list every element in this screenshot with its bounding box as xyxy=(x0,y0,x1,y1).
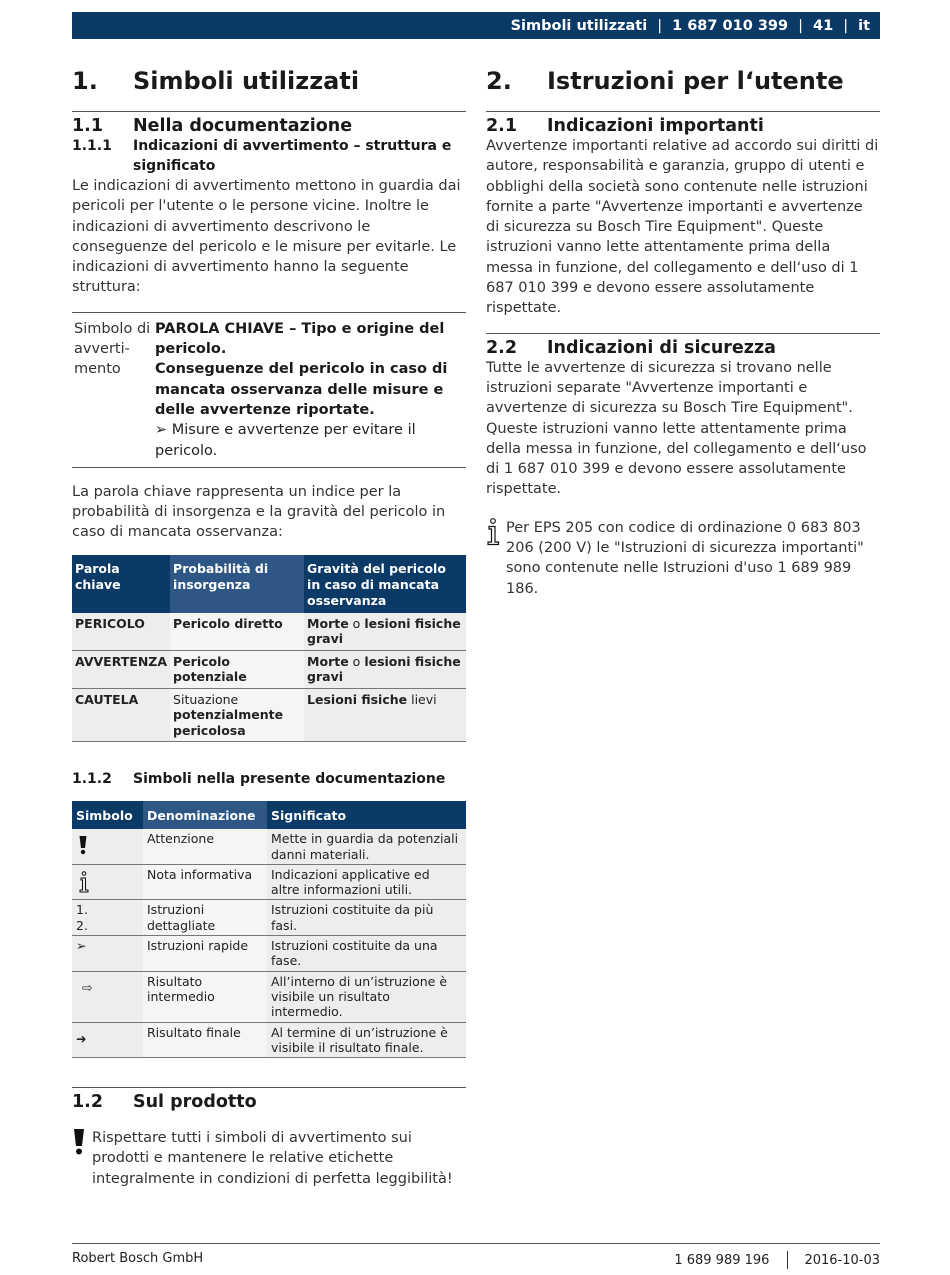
severity-text: lesioni fisiche gravi xyxy=(307,653,461,685)
section-1-1-heading xyxy=(72,116,466,136)
section-number: 1. xyxy=(72,67,98,95)
section-1-heading xyxy=(72,64,466,98)
product-warning-notice xyxy=(72,1128,466,1189)
section-title: Sul prodotto xyxy=(133,1092,257,1113)
severity-text: lesioni fisiche gravi xyxy=(307,615,461,647)
table-row xyxy=(72,688,466,742)
severity-text: Morte xyxy=(307,653,349,669)
probability-cell: Pericolo potenziale xyxy=(170,650,304,688)
symbol-meaning-cell: All’interno di un’istruzione è visibile un risultato intermedio. xyxy=(267,971,466,1022)
section-title: Indicazioni di sicurezza xyxy=(547,337,776,358)
safety-notes-text: Tutte le avvertenze di sicurezza si trovano nelle istruzioni separate "Avvertenze importanti e avvertenze di sicurezza su Bosch Tire Equipment". Queste istruzioni vanno lette attentamente prima della messa in funzione, del collegamento e dell‘uso di 1 687 010 399 e devono essere assolutamente rispettate. xyxy=(486,359,867,498)
important-notes-text: Avvertenze importanti relative ad accordo sui diritti di autore, responsabilità e garanzia, gruppo di utenti e obblighi della società sono contenute nelle istruzioni fornite a parte "Avvertenze importanti e avvertenze di sicurezza su Bosch Tire Equipment". Queste istruzioni vanno lette attentamente prima della messa in funzione, del collegamento e dell‘uso di 1 687 010 399 e devono essere assolutamente rispettate. xyxy=(486,138,879,317)
section-title: Simboli utilizzati xyxy=(133,67,360,95)
symbol-cell xyxy=(72,864,143,900)
symbol-meaning-cell: Mette in guardia da potenziali danni materiali. xyxy=(267,829,466,864)
symbol-cell xyxy=(72,829,143,864)
severity-text: o xyxy=(348,653,365,669)
divider xyxy=(72,1087,466,1088)
keyword-explanation-text: La parola chiave rappresenta un indice per la probabilità di insorgenza e la gravità del pericolo in caso di mancata osservanza: xyxy=(72,483,446,541)
table-row xyxy=(72,650,466,688)
section-number: 1.2 xyxy=(72,1092,104,1113)
left-column xyxy=(72,64,466,1189)
table-header-row xyxy=(72,801,466,829)
warning-measure-text: Misure e avvertenze per evitare il pericolo. xyxy=(155,422,416,459)
keyword-cell: PERICOLO xyxy=(72,613,170,651)
table-row xyxy=(72,1022,466,1058)
header-language: it xyxy=(858,17,870,34)
table-header-cell: Significato xyxy=(267,801,466,829)
section-number: 2.1 xyxy=(486,116,518,136)
severity-cell xyxy=(304,650,466,688)
symbol-name-cell: Istruzioni rapide xyxy=(143,936,267,972)
table-header-cell: Denominazione xyxy=(143,801,267,829)
footer-doc-code: 1 689 989 196 xyxy=(674,1252,770,1268)
right-column xyxy=(486,64,880,599)
symbol-name-cell: Istruzioni dettagliate xyxy=(143,900,267,936)
warning-structure-content xyxy=(155,319,466,461)
section-1-2-heading xyxy=(72,1092,466,1112)
symbol-meaning-cell: Istruzioni costituite da più fasi. xyxy=(267,900,466,936)
section-number: 1.1 xyxy=(72,116,104,136)
page-header-bar xyxy=(72,12,880,39)
section-2-2-heading xyxy=(486,338,880,358)
section-title: Indicazioni di avvertimento – struttura e significato xyxy=(133,138,452,174)
short-instruction-arrow-icon: ➢ xyxy=(72,936,143,972)
section-title: Nella documentazione xyxy=(133,116,353,136)
section-title: Istruzioni per l‘utente xyxy=(547,67,844,95)
probability-text: potenzialmente pericolosa xyxy=(173,707,284,738)
table-header-cell: Probabilità di insorgenza xyxy=(170,555,304,613)
header-separator: | xyxy=(843,17,849,34)
keyword-cell: CAUTELA xyxy=(72,688,170,742)
warning-symbol-label: Simbolo di avverti-mento xyxy=(74,320,151,378)
table-row xyxy=(72,971,466,1022)
table-row xyxy=(72,829,466,864)
probability-text: Situazione xyxy=(173,691,239,707)
severity-cell xyxy=(304,613,466,651)
table-header-cell: Simbolo xyxy=(72,801,143,829)
table-row xyxy=(72,864,466,900)
header-separator: | xyxy=(798,17,804,34)
section-2-1-heading xyxy=(486,116,880,136)
warning-exclamation-icon xyxy=(72,1128,92,1189)
short-instruction-arrow-icon: ➢ xyxy=(155,422,172,439)
footer-company: Robert Bosch GmbH xyxy=(72,1251,204,1266)
severity-text: Morte xyxy=(307,615,349,631)
divider xyxy=(486,333,880,334)
severity-cell xyxy=(304,688,466,742)
footer-date: 2016-10-03 xyxy=(804,1252,880,1268)
severity-text: o xyxy=(348,615,365,631)
section-number: 2.2 xyxy=(486,337,518,358)
table-row xyxy=(72,936,466,972)
symbols-table xyxy=(72,801,466,1058)
header-section: Simboli utilizzati xyxy=(510,17,648,34)
section-number: 1.1.2 xyxy=(72,771,112,788)
divider xyxy=(72,111,466,112)
header-page-number: 41 xyxy=(813,17,834,34)
keyword-cell: AVVERTENZA xyxy=(72,650,170,688)
severity-text: Lesioni fisiche xyxy=(307,691,408,707)
final-result-arrow-icon: ➜ xyxy=(72,1022,143,1058)
product-warning-text: Rispettare tutti i simboli di avvertimento sui prodotti e mantenere le relative etichette integralmente in condizioni di perfetta leggibilità! xyxy=(92,1130,453,1187)
warning-consequence-line: Conseguenze del pericolo in caso di mancata osservanza delle misure e delle avvertenze riportate. xyxy=(155,361,448,418)
symbol-name-cell: Attenzione xyxy=(143,829,267,864)
header-doc-number: 1 687 010 399 xyxy=(672,17,789,34)
info-note xyxy=(486,518,880,599)
probability-cell: Pericolo diretto xyxy=(170,613,304,651)
footer-divider xyxy=(72,1243,880,1244)
warning-exclamation-icon xyxy=(76,831,88,858)
symbol-meaning-cell: Al termine di un’istruzione è visibile il risultato finale. xyxy=(267,1022,466,1058)
divider xyxy=(486,111,880,112)
section-title: Indicazioni importanti xyxy=(547,116,764,136)
warning-structure-box xyxy=(72,312,466,468)
severity-text: lievi xyxy=(407,691,437,707)
footer-info xyxy=(674,1251,880,1269)
table-header-cell: Gravità del pericolo in caso di mancata osservanza xyxy=(304,555,466,613)
info-icon xyxy=(76,867,90,896)
header-separator: | xyxy=(657,17,663,34)
warning-intro-text: Le indicazioni di avvertimento mettono in guardia dai pericoli per l'utente o le persone vicine. Inoltre le indicazioni di avvertimento descrivono le conseguenze del pericolo e le misure per evitarle. Le indicazioni di avvertimento hanno la seguente struttura: xyxy=(72,178,461,296)
symbol-meaning-cell: Istruzioni costituite da una fase. xyxy=(267,936,466,972)
symbol-name-cell: Risultato intermedio xyxy=(143,971,267,1022)
warning-keyword-line: PAROLA CHIAVE – Tipo e origine del pericolo. xyxy=(155,320,445,358)
probability-cell xyxy=(170,688,304,742)
section-title: Simboli nella presente documentazione xyxy=(133,771,446,788)
info-icon xyxy=(486,518,506,599)
symbol-name-cell: Risultato finale xyxy=(143,1022,267,1058)
info-note-text: Per EPS 205 con codice di ordinazione 0 683 803 206 (200 V) le "Istruzioni di sicurezza importanti" sono contenute nelle Istruzioni d'uso 1 689 989 186. xyxy=(506,519,864,597)
section-number: 1.1.1 xyxy=(72,138,112,154)
section-2-heading xyxy=(486,64,880,98)
table-row xyxy=(72,613,466,651)
symbol-meaning-cell: Indicazioni applicative ed altre informazioni utili. xyxy=(267,864,466,900)
symbol-name-cell: Nota informativa xyxy=(143,864,267,900)
table-row xyxy=(72,900,466,936)
table-header-row xyxy=(72,555,466,613)
section-number: 2. xyxy=(486,67,512,95)
signal-word-table xyxy=(72,555,466,743)
intermediate-result-arrow-icon: ⇨ xyxy=(72,971,143,1022)
numbered-steps-symbol: 1. 2. xyxy=(72,900,143,936)
table-header-cell: Parola chiave xyxy=(72,555,170,613)
section-1-1-2-heading xyxy=(72,769,466,789)
footer-separator xyxy=(787,1251,788,1269)
section-1-1-1-heading xyxy=(72,136,466,176)
warning-measure-line xyxy=(155,420,466,461)
